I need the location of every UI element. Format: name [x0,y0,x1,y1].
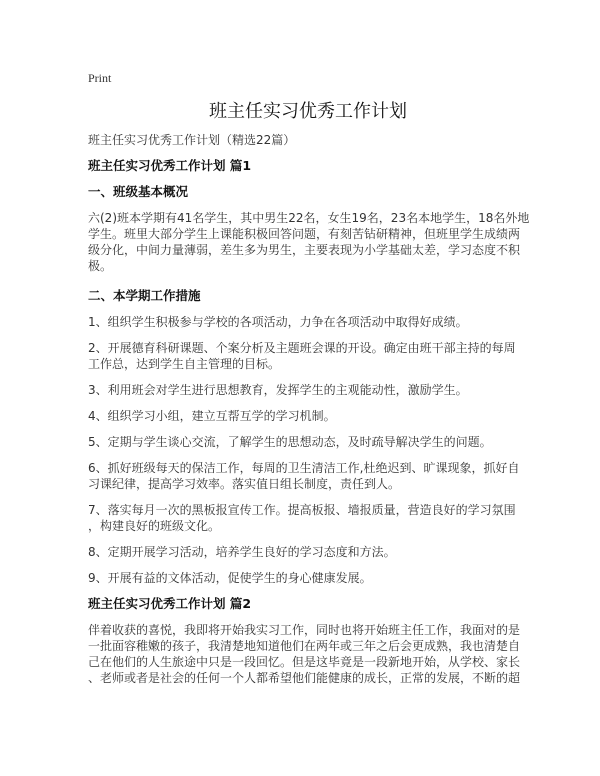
text-line: 1、组织学生积极参与学校的各项活动，力争在各项活动中取得好成绩。 [88,315,468,329]
text-line: 极。 [88,259,113,273]
text-line: 7、落实每月一次的黑板报宣传工作。提高板报、墙报质量，营造良好的学习氛围 [88,503,516,517]
part-heading: 二、本学期工作措施 [88,288,201,303]
page-title: 班主任实习优秀工作计划 [209,101,407,122]
text-line: 5、定期与学生谈心交流，了解学生的思想动态，及时疏导解决学生的问题。 [88,435,492,449]
text-line: 伴着收获的喜悦，我即将开始我实习工作，同时也将开始班主任工作，我面对的是 [88,623,521,637]
print-link[interactable]: Print [88,71,112,85]
list-item [88,314,528,330]
text-line: 2、开展德育科研课题、个案分析及主题班会课的开设。确定由班干部主持的每周 [88,341,516,355]
part-heading: 一、班级基本概况 [88,184,189,199]
paragraph [88,622,528,686]
text-line: 六(2)班本学期有41名学生，其中男生22名，女生19名，23名本地学生，18名外地 [88,211,530,225]
list-item [88,544,528,560]
document [88,70,528,696]
text-line: 工作总，达到学生自主管理的目标。 [88,357,281,371]
list-item [88,408,528,424]
measure-list [88,314,528,586]
text-line: 4、组织学习小组，建立互帮互学的学习机制。 [88,409,336,423]
text-line: 一批面容稚嫩的孩子，我清楚地知道他们在两年或三年之后会更成熟，我也清楚自 [88,639,521,653]
list-item [88,340,528,372]
text-line: ，构建良好的班级文化。 [88,519,221,533]
text-line: 6、抓好班级每天的保洁工作，每周的卫生清洁工作,杜绝迟到、旷课现象，抓好自 [88,461,520,475]
text-line: 3、利用班会对学生进行思想教育，发挥学生的主观能动性，激励学生。 [88,383,468,397]
text-line: 8、定期开展学习活动，培养学生良好的学习态度和方法。 [88,545,396,559]
list-item [88,460,528,492]
section-heading: 班主任实习优秀工作计划 篇1 [88,158,252,173]
text-line: 习课纪律，提高学习效率。落实值日组长制度，责任到人。 [88,477,401,491]
text-line: 9、开展有益的文体活动，促使学生的身心健康发展。 [88,571,372,585]
paragraph [88,210,528,274]
text-line: 学生。班里大部分学生上课能积极回答问题，有刻苦钻研精神，但班里学生成绩两 [88,227,521,241]
list-item [88,570,528,586]
text-line: 、老师或者是社会的任何一个人都希望他们能健康的成长，正常的发展，不断的超 [88,671,521,685]
list-item [88,382,528,398]
subtitle: 班主任实习优秀工作计划（精选22篇） [88,133,296,147]
section-heading: 班主任实习优秀工作计划 篇2 [88,596,252,611]
list-item [88,502,528,534]
text-line: 己在他们的人生旅途中只是一段回忆。但是这毕竟是一段新地开始，从学校、家长 [88,655,521,669]
list-item [88,434,528,450]
text-line: 级分化，中间力量薄弱，差生多为男生，主要表现为小学基础太差，学习态度不积 [88,243,521,257]
